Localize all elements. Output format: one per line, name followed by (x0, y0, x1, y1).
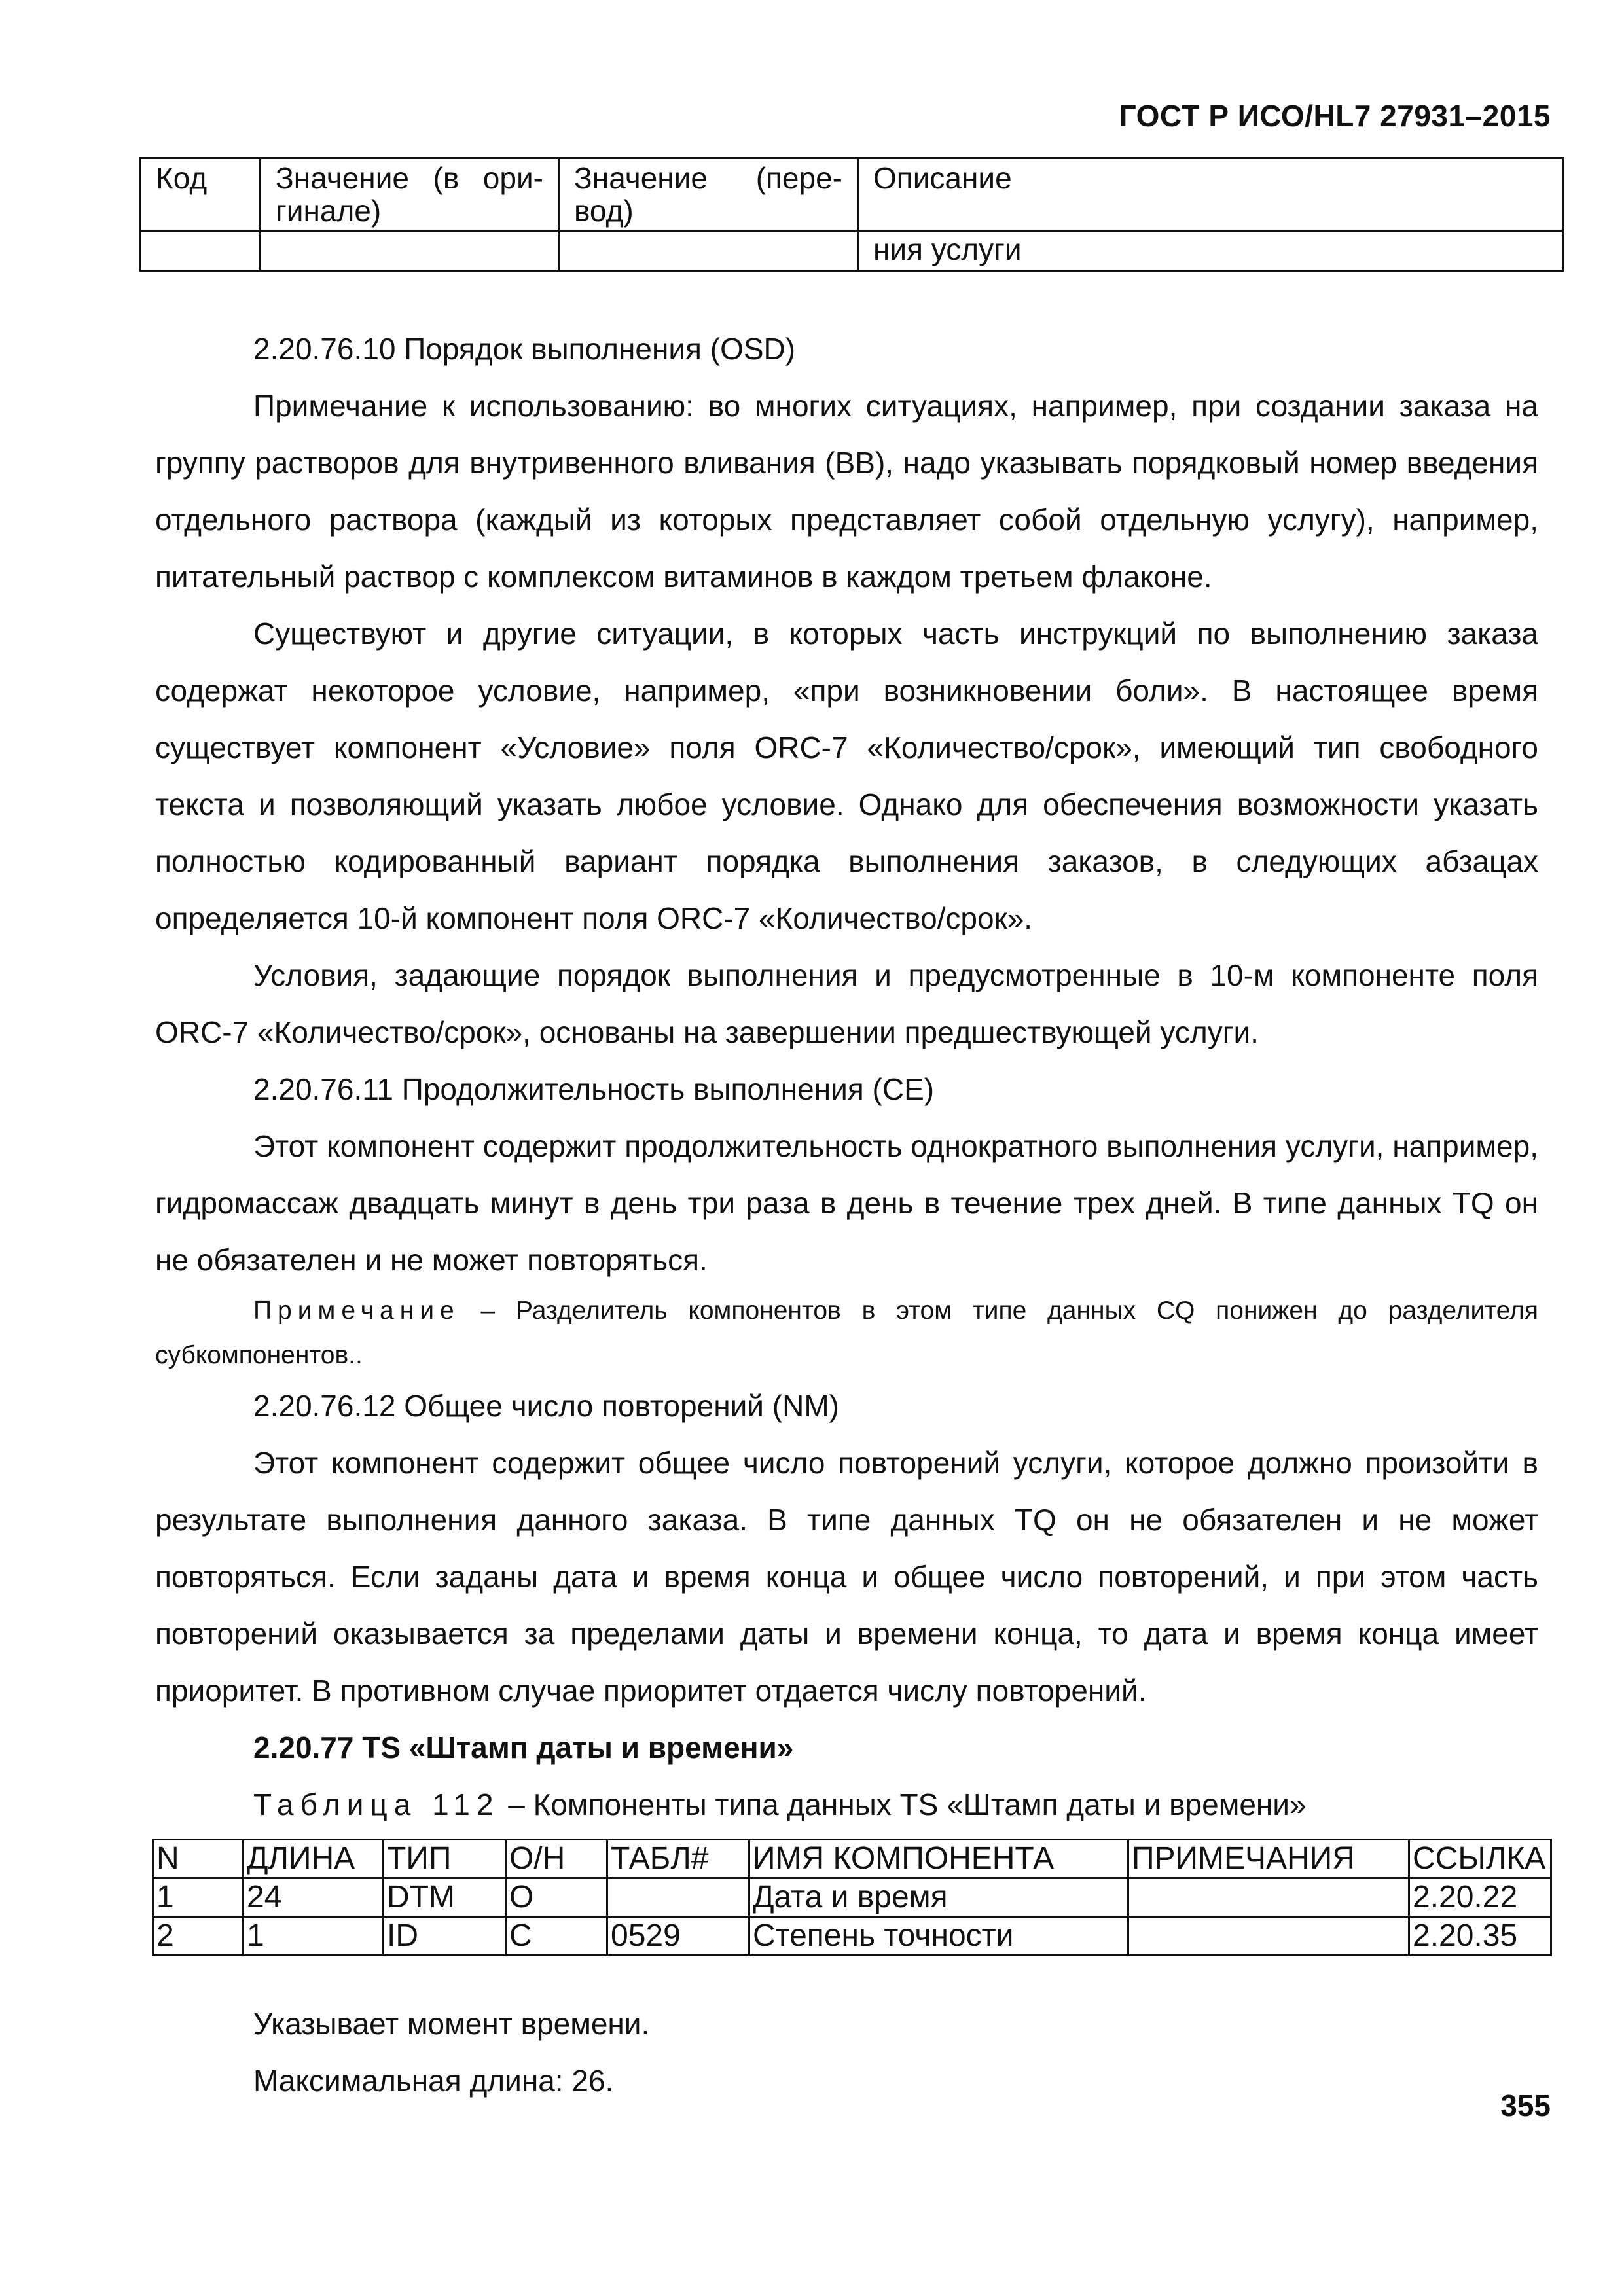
header-description: Описание (858, 158, 1563, 231)
cell-component-name: Степень точности (749, 1917, 1128, 1956)
header-reference: ССЫЛКА (1409, 1840, 1551, 1878)
cell-length: 1 (244, 1917, 384, 1956)
cell-length: 24 (244, 1878, 384, 1917)
continuation-table (139, 157, 1564, 272)
section-heading-osd: 2.20.76.10 Порядок выполнения (OSD) (253, 332, 796, 366)
paragraph-repeats: Этот компонент содержит общее число повторений услуги, которое должно произойти в результате выполнения данного заказа. В типе данных TQ он не обязателен и не может повторяться. Если заданы дата и время конца и общее число повторений, и при этом часть повторений оказывается за пределами даты и времени конца, то дата и время конца имеет приоритет. В противном случае приоритет отдается числу повторений. (155, 1446, 1538, 1708)
cell-component-name: Дата и время (749, 1878, 1128, 1917)
page-number: 355 (1500, 2089, 1551, 2123)
table-row (153, 1878, 1551, 1917)
table-header-row (141, 158, 1563, 231)
cell-optional: C (506, 1917, 607, 1956)
cell-notes (1128, 1917, 1409, 1956)
cell-n: 1 (153, 1878, 244, 1917)
table-caption-text: – Компоненты типа данных TS «Штамп даты и времени» (499, 1787, 1307, 1821)
section-heading-repeats: 2.20.76.12 Общее число повторений (NM) (253, 1389, 839, 1423)
cell-type: ID (384, 1917, 506, 1956)
section-heading-duration: 2.20.76.11 Продолжительность выполнения (CE) (253, 1072, 935, 1106)
header-length: ДЛИНА (244, 1840, 384, 1878)
cell-reference: 2.20.35 (1409, 1917, 1551, 1956)
header-notes: ПРИМЕЧАНИЯ (1128, 1840, 1409, 1878)
paragraph-conditions: Условия, задающие порядок выполнения и предусмотренные в 10-м компоненте поля ORC-7 «Количество/срок», основаны на завершении предшествующей услуги. (155, 958, 1538, 1049)
header-original-line1: Значение (в ори- (276, 161, 543, 195)
note-label: Примечание (253, 1297, 460, 1325)
paragraph-usage-note: Примечание к использованию: во многих ситуациях, например, при создании заказа на группу растворов для внутривенного вливания (ВВ), надо указывать порядковый номер введения отдельного раствора (каждый из которых представляет собой отдельную услугу), например, питательный раствор с комплексом витаминов в каждом третьем флаконе. (155, 389, 1538, 594)
cell-type: DTM (384, 1878, 506, 1917)
cell-original (261, 231, 559, 271)
cell-reference: 2.20.22 (1409, 1878, 1551, 1917)
ts-table-header-row (153, 1840, 1551, 1878)
header-translated-value (559, 158, 858, 231)
header-optional: О/Н (506, 1840, 607, 1878)
cell-description: ния услуги (858, 231, 1563, 271)
paragraph-duration: Этот компонент содержит продолжительность однократного выполнения услуги, например, гидромассаж двадцать минут в день три раза в день в течение трех дней. В типе данных TQ он не обязателен и не может повторяться. (155, 1129, 1538, 1277)
header-code: Код (141, 158, 261, 231)
header-translated-line1: Значение (пере- (574, 161, 842, 195)
section-heading-ts: 2.20.77 TS «Штамп даты и времени» (253, 1731, 794, 1765)
ts-components-table (152, 1839, 1552, 1956)
cell-optional: O (506, 1878, 607, 1917)
header-table-num: ТАБЛ# (607, 1840, 749, 1878)
cell-n: 2 (153, 1917, 244, 1956)
header-original-value (261, 158, 559, 231)
table-caption-label: Таблица 112 (253, 1787, 500, 1821)
cell-table-num: 0529 (607, 1917, 749, 1956)
header-component-name: ИМЯ КОМПОНЕНТА (749, 1840, 1128, 1878)
cell-table-num (607, 1878, 749, 1917)
table-caption (155, 1776, 1538, 1833)
note-text: – Разделитель компонентов в этом типе данных CQ понижен до разделителя субкомпонентов.. (155, 1297, 1538, 1369)
header-original-line2: гинале) (276, 194, 382, 228)
document-header: ГОСТ Р ИСО/HL7 27931–2015 (1119, 99, 1551, 133)
paragraph-max-length: Максимальная длина: 26. (253, 2064, 614, 2098)
header-type: ТИП (384, 1840, 506, 1878)
cell-translated (559, 231, 858, 271)
note (155, 1289, 1538, 1378)
table-row (153, 1917, 1551, 1956)
paragraph-indicates-time: Указывает момент времени. (253, 2007, 650, 2041)
paragraph-other-situations: Существуют и другие ситуации, в которых часть инструкций по выполнению заказа содержат некоторое условие, например, «при возникновении боли». В настоящее время существует компонент «Условие» поля ORC-7 «Количество/срок», имеющий тип свободного текста и позволяющий указать любое условие. Однако для обеспечения возможности указать полностью кодированный вариант порядка выполнения заказов, в следующих абзацах определяется 10-й компонент поля ORC-7 «Количество/срок». (155, 617, 1538, 935)
cell-code (141, 231, 261, 271)
header-n: N (153, 1840, 244, 1878)
table-row (141, 231, 1563, 271)
header-translated-line2: вод) (574, 194, 634, 228)
cell-notes (1128, 1878, 1409, 1917)
